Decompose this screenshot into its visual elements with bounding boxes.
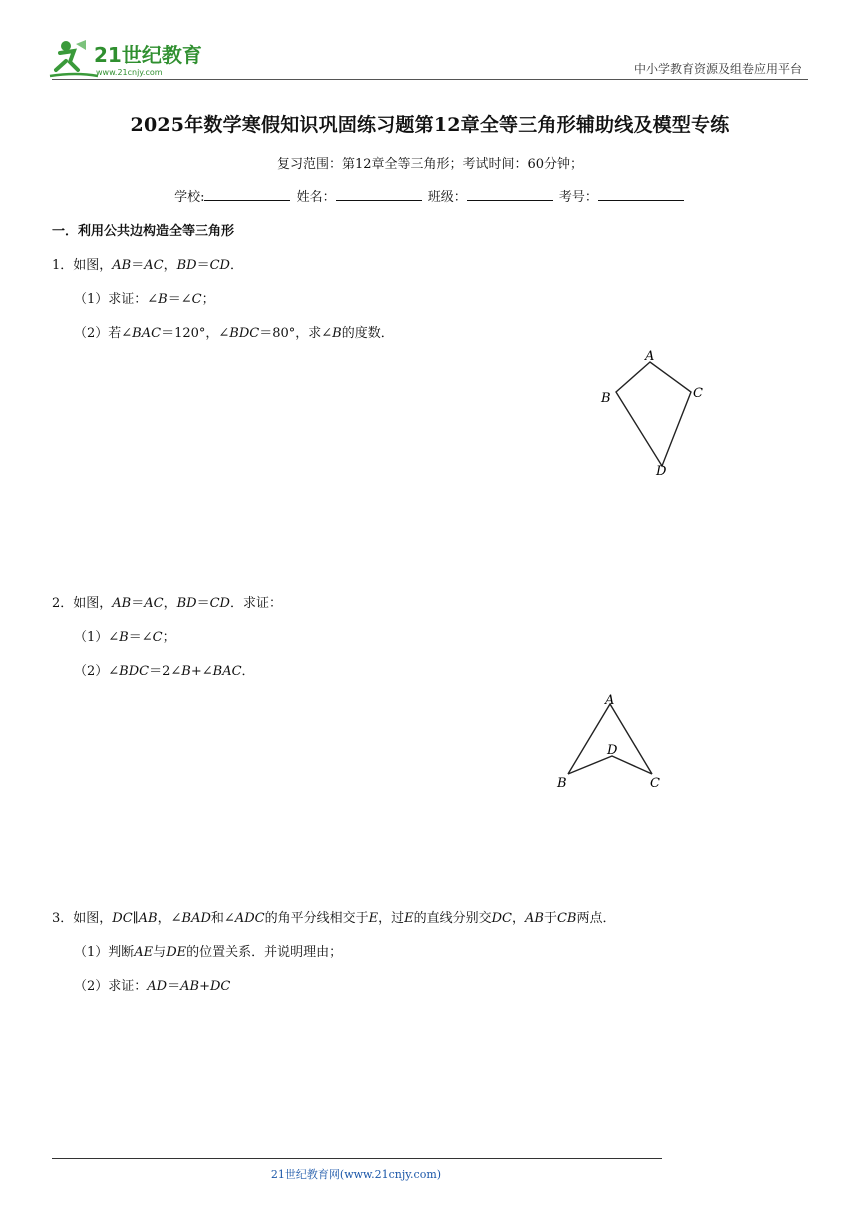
question-2-stem: 2．如图，AB＝AC，BD＝CD．求证： — [52, 596, 282, 611]
figure-2-label-a: A — [605, 693, 615, 708]
runner-logo-icon — [50, 40, 98, 76]
class-blank[interactable] — [467, 187, 553, 201]
figure-1-label-a: A — [645, 349, 655, 364]
question-1-figure — [594, 346, 716, 478]
logo-text: 21世纪教育 — [94, 43, 202, 67]
page-title: 2025年数学寒假知识巩固练习题第12章全等三角形辅助线及模型专练 — [130, 114, 730, 136]
exam-number-label: 考号： — [558, 190, 598, 205]
figure-1-label-c: C — [693, 386, 703, 401]
header-divider — [52, 79, 808, 80]
question-3-part-1: （1）判断AE与DE的位置关系．并说明理由； — [74, 945, 343, 960]
figure-2-label-c: C — [650, 776, 660, 791]
figure-1-label-d: D — [656, 464, 667, 478]
header-platform-name: 中小学教育资源及组卷应用平台 — [633, 62, 802, 76]
exam-scope: 复习范围：第12章全等三角形；考试时间：60分钟； — [276, 157, 584, 172]
question-1-stem: 1．如图，AB＝AC，BD＝CD． — [52, 258, 243, 273]
section-heading: 一．利用公共边构造全等三角形 — [52, 224, 235, 239]
name-label: 姓名： — [296, 190, 336, 205]
footer-site-link[interactable]: 21世纪教育网(www.21cnjy.com) — [270, 1168, 442, 1181]
question-1-part-2: （2）若∠BAC＝120°，∠BDC＝80°，求∠B的度数． — [74, 326, 394, 341]
class-label: 班级： — [427, 190, 467, 205]
question-1-part-1: （1）求证：∠B＝∠C； — [74, 292, 215, 307]
figure-2-label-b: B — [557, 776, 567, 791]
question-3-stem: 3．如图，DC∥AB，∠BAD和∠ADC的角平分线相交于E，过E的直线分别交DC，AB于CB两点． — [52, 911, 616, 926]
question-2-figure — [552, 688, 664, 792]
site-logo — [46, 36, 216, 80]
question-2-part-2: （2）∠BDC＝2∠B+∠BAC． — [74, 664, 255, 679]
school-blank[interactable] — [204, 187, 290, 201]
question-2-part-1: （1）∠B＝∠C； — [74, 630, 176, 645]
name-blank[interactable] — [336, 187, 422, 201]
question-3-part-2: （2）求证：AD＝AB+DC — [74, 979, 231, 994]
figure-2-label-d: D — [607, 743, 618, 758]
logo-sub-text: www.21cnjy.com — [96, 68, 163, 77]
student-info-row — [0, 186, 860, 205]
figure-1-label-b: B — [601, 391, 611, 406]
footer-divider — [52, 1158, 662, 1159]
school-label: 学校: — [174, 190, 205, 205]
exam-number-blank[interactable] — [598, 187, 684, 201]
